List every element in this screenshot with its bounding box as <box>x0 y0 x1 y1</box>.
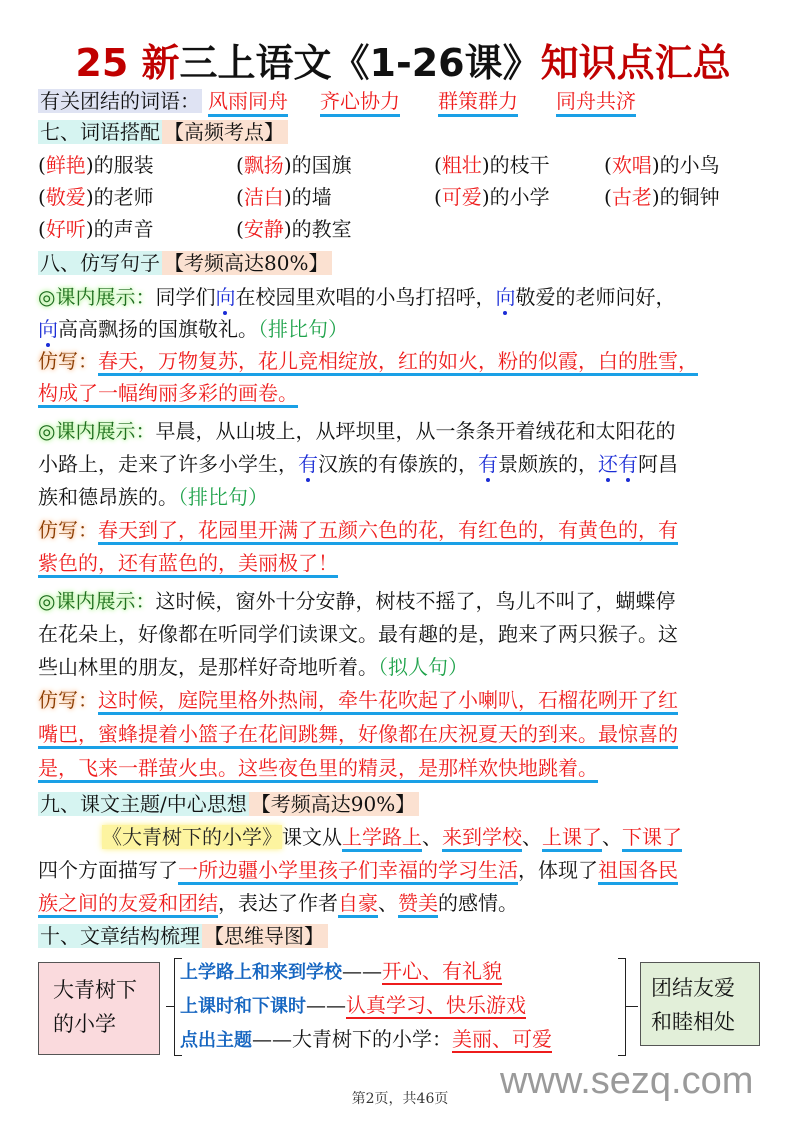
title-middle: 三上语文《1-26课》 <box>179 41 541 85</box>
imitate-label: 仿写： <box>38 688 98 712</box>
right-brace-connector <box>626 1006 638 1007</box>
page-number: 第2页，共46页 <box>351 1091 449 1107</box>
example-3-line-2: 在花朵上，好像都在听同学们读课文。最有趣的是，跑来了两只猴子。这 <box>38 622 678 646</box>
imitate-3-line-1: 仿写：这时候，庭院里格外热闹，牵牛花吹起了小喇叭，石榴花咧开了红 <box>38 685 678 715</box>
left-brace-connector <box>166 1006 174 1007</box>
example-3-line-3: 些山林里的朋友，是那样好奇地听着。（拟人句） <box>38 655 468 679</box>
example-3-line-1: ◎课内展示：这时候，窗外十分安静，树枝不摇了，鸟儿不叫了，蝴蝶停 <box>38 589 676 613</box>
theme-line-3: 族之间的友爱和团结，表达了作者自豪、赞美的感情。 <box>38 888 518 918</box>
collocation-item: (飘扬)的国旗 <box>236 153 352 177</box>
unity-word: 同舟共济 <box>556 89 636 117</box>
unity-words-line <box>38 86 636 116</box>
imitate-1-line-2: 构成了一幅绚丽多彩的画卷。 <box>38 378 298 408</box>
imitate-3-line-2: 嘴巴，蜜蜂提着小篮子在花间跳舞，好像都在庆祝夏天的到来。最惊喜的 <box>38 719 678 749</box>
collocation-item: (好听)的声音 <box>38 217 154 241</box>
section-heading-text: 十、文章结构梳理 <box>40 924 200 948</box>
imitate-label: 仿写： <box>38 518 98 542</box>
theme-line-2: 四个方面描写了一所边疆小学里孩子们幸福的学习生活，体现了祖国各民 <box>38 855 678 885</box>
page-title <box>38 40 768 86</box>
watermark: www.sezq.com <box>500 1060 754 1102</box>
section-7-heading <box>38 117 288 147</box>
imitate-2-line-2: 紫色的，还有蓝色的，美丽极了！ <box>38 548 338 578</box>
section-heading-tag: 【考频高达90%】 <box>249 792 419 816</box>
example-label: ◎课内展示： <box>38 285 156 309</box>
imitate-1-line-1: 仿写：春天，万物复苏，花儿竞相绽放，红的如火，粉的似霞，白的胜雪， <box>38 346 698 376</box>
collocation-item: (敬爱)的老师 <box>38 185 154 209</box>
collocation-item: (安静)的教室 <box>236 217 352 241</box>
imitate-label: 仿写： <box>38 349 98 373</box>
mind-map-root-box: 大青树下 的小学 <box>38 962 160 1055</box>
unity-word: 风雨同舟 <box>208 89 288 117</box>
section-heading-tag: 【考频高达80%】 <box>162 251 332 275</box>
example-1-line-2: 向高高飘扬的国旗敬礼。（排比句） <box>38 317 348 341</box>
imitate-3-line-3: 是，飞来一群萤火虫。这些夜色里的精灵，是那样欢快地跳着。 <box>38 753 598 783</box>
example-1-line-1: ◎课内展示：同学们向在校园里欢唱的小鸟打招呼，向敬爱的老师问好， <box>38 285 676 309</box>
collocation-item: (古老)的铜钟 <box>604 185 720 209</box>
collocation-item: (粗壮)的枝干 <box>434 153 550 177</box>
sentence-type: （排比句） <box>178 485 268 509</box>
collocation-item: (鲜艳)的服装 <box>38 153 154 177</box>
section-8-heading <box>38 248 332 278</box>
example-2-line-2: 小路上，走来了许多小学生，有汉族的有傣族的，有景颇族的，还有阿昌 <box>38 452 678 476</box>
section-heading-tag: 【思维导图】 <box>202 924 328 948</box>
unity-words-label: 有关团结的词语： <box>40 89 200 113</box>
section-heading-text: 八、仿写句子 <box>40 251 160 275</box>
right-brace <box>618 958 626 1056</box>
collocation-item: (欢唱)的小鸟 <box>604 153 720 177</box>
section-10-heading <box>38 921 328 951</box>
mind-map-conclusion-box: 团结友爱 和睦相处 <box>640 962 760 1046</box>
section-heading-tag: 【高频考点】 <box>162 120 288 144</box>
example-2-line-1: ◎课内展示：早晨，从山坡上，从坪坝里，从一条条开着绒花和太阳花的 <box>38 419 676 443</box>
book-title: 《大青树下的小学》 <box>102 825 282 849</box>
example-label: ◎课内展示： <box>38 419 156 443</box>
imitate-2-line-1: 仿写：春天到了，花园里开满了五颜六色的花，有红色的，有黄色的，有 <box>38 515 678 545</box>
mind-map-row: 点出主题——大青树下的小学：美丽、可爱 <box>180 1027 552 1051</box>
mind-map-row: 上课时和下课时——认真学习、快乐游戏 <box>180 993 526 1017</box>
section-heading-text: 七、词语搭配 <box>40 120 160 144</box>
example-label: ◎课内展示： <box>38 589 156 613</box>
mind-map-row: 上学路上和来到学校——开心、有礼貌 <box>180 959 502 983</box>
sentence-type: （排比句） <box>258 317 348 341</box>
title-prefix: 25 新 <box>75 41 180 85</box>
theme-line-1: 《大青树下的小学》课文从上学路上、来到学校、上课了、下课了 <box>102 822 682 852</box>
collocation-item: (可爱)的小学 <box>434 185 550 209</box>
example-2-line-3: 族和德昂族的。（排比句） <box>38 485 268 509</box>
title-suffix: 知识点汇总 <box>540 41 731 85</box>
sentence-type: （拟人句） <box>378 655 468 679</box>
unity-word: 群策群力 <box>438 89 518 117</box>
section-9-heading <box>38 789 419 819</box>
unity-word: 齐心协力 <box>320 89 400 117</box>
section-heading-text: 九、课文主题/中心思想 <box>40 792 247 816</box>
collocation-item: (洁白)的墙 <box>236 185 332 209</box>
